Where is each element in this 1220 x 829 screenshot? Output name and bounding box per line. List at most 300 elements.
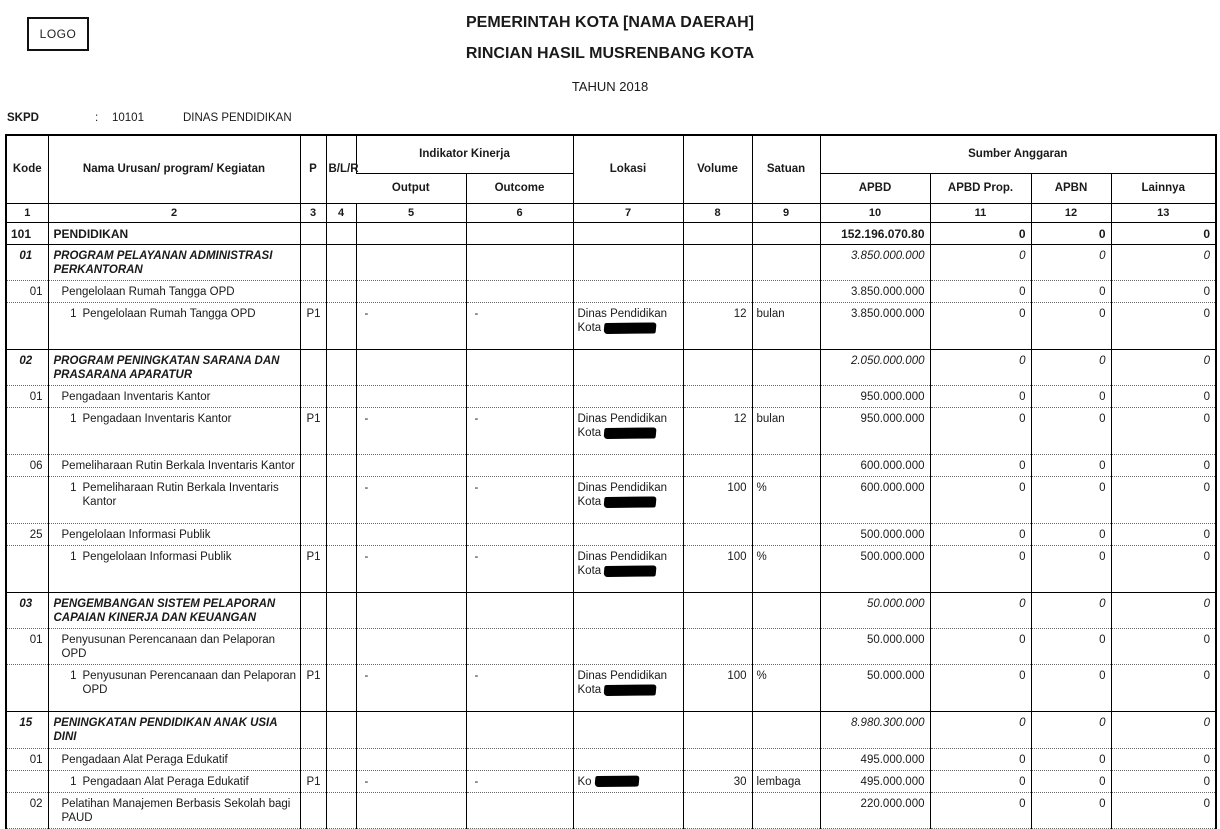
cell-blr: [326, 712, 356, 748]
detail-number: 1: [70, 670, 77, 683]
cell-blr: [326, 748, 356, 770]
cell-blr: [326, 593, 356, 629]
table-row: [6, 629, 1216, 665]
cell-p: [300, 712, 326, 748]
cell-outcome: -: [466, 477, 573, 524]
cell-outcome: [466, 524, 573, 546]
cell-lokasi: [573, 245, 683, 281]
cell-apbd: 950.000.000: [820, 386, 930, 408]
cell-satuan: [752, 748, 820, 770]
cell-nama: PENGEMBANGAN SISTEM PELAPORAN CAPAIAN KINERJA DAN KEUANGAN: [48, 593, 300, 629]
cell-apbd: 600.000.000: [820, 477, 930, 524]
cell-apbn: 0: [1031, 477, 1111, 524]
cell-output: [356, 629, 466, 665]
cell-satuan: lembaga: [752, 770, 820, 792]
cell-kode: 01: [6, 281, 48, 303]
cell-output: [356, 245, 466, 281]
title-government: PEMERINTAH KOTA [NAMA DAERAH]: [466, 14, 754, 31]
cell-volume: [683, 245, 752, 281]
cell-output: -: [356, 477, 466, 524]
table-row: [6, 245, 1216, 281]
cell-lokasi: [573, 629, 683, 665]
cell-p: [300, 245, 326, 281]
col-header-kode: Kode: [6, 135, 48, 203]
lokasi-line: Kota: [577, 322, 602, 335]
cell-outcome: [466, 386, 573, 408]
cell-nama: Pengadaan Alat Peraga Edukatif: [48, 748, 300, 770]
col-header-nama: Nama Urusan/ program/ Kegiatan: [48, 135, 300, 203]
cell-p: [300, 524, 326, 546]
cell-lainnya: 0: [1111, 712, 1216, 748]
col-header-apbd: APBD: [820, 173, 930, 203]
cell-apbd: 600.000.000: [820, 455, 930, 477]
col-group-indikator-kinerja: Indikator Kinerja: [356, 135, 573, 173]
cell-kode: 101: [6, 222, 48, 245]
cell-output: -: [356, 665, 466, 712]
cell-nama: [48, 665, 300, 712]
table-row: [6, 350, 1216, 386]
lokasi-line: Dinas Pendidikan: [577, 670, 668, 683]
cell-nama: [48, 770, 300, 792]
cell-satuan: [752, 712, 820, 748]
cell-lokasi: [573, 477, 683, 524]
col-group-sumber-anggaran: Sumber Anggaran: [820, 135, 1216, 173]
table-row: [6, 546, 1216, 593]
musrenbang-table: [5, 134, 1217, 829]
cell-nama: PROGRAM PELAYANAN ADMINISTRASI PERKANTORAN: [48, 245, 300, 281]
cell-output: [356, 222, 466, 245]
table-row: [6, 712, 1216, 748]
detail-number: 1: [70, 775, 77, 788]
cell-apbd-prop: 0: [930, 748, 1031, 770]
cell-nama: PENDIDIKAN: [48, 222, 300, 245]
cell-lokasi: [573, 455, 683, 477]
detail-number: 1: [70, 551, 77, 564]
detail-name: [54, 669, 297, 697]
redaction-mark: [604, 427, 657, 439]
redaction-mark: [604, 684, 657, 696]
col-number: 11: [930, 203, 1031, 222]
detail-name-text: Pengadaan Alat Peraga Edukatif: [82, 775, 249, 788]
cell-apbn: 0: [1031, 303, 1111, 350]
cell-output: [356, 792, 466, 828]
cell-p: P1: [300, 770, 326, 792]
cell-blr: [326, 524, 356, 546]
cell-nama: Pengelolaan Rumah Tangga OPD: [48, 281, 300, 303]
table-row: [6, 593, 1216, 629]
cell-apbd: 50.000.000: [820, 629, 930, 665]
table-row: [6, 792, 1216, 828]
table-header: [6, 135, 1216, 222]
cell-output: [356, 593, 466, 629]
table-row: [6, 665, 1216, 712]
cell-apbd: 950.000.000: [820, 408, 930, 455]
cell-volume: 12: [683, 303, 752, 350]
cell-apbd: 3.850.000.000: [820, 245, 930, 281]
cell-apbn: 0: [1031, 712, 1111, 748]
cell-satuan: [752, 593, 820, 629]
col-header-blr: B/L/R: [326, 135, 356, 203]
cell-blr: [326, 665, 356, 712]
cell-lokasi: [573, 408, 683, 455]
cell-apbd: 50.000.000: [820, 665, 930, 712]
title-year: TAHUN 2018: [571, 79, 649, 94]
detail-name: [54, 481, 297, 509]
cell-apbd-prop: 0: [930, 593, 1031, 629]
cell-apbn: 0: [1031, 665, 1111, 712]
cell-apbd: 152.196.070.80: [820, 222, 930, 245]
column-number-row: [6, 203, 1216, 222]
cell-lainnya: 0: [1111, 386, 1216, 408]
cell-satuan: bulan: [752, 408, 820, 455]
table-row: [6, 524, 1216, 546]
cell-lokasi: [573, 281, 683, 303]
cell-apbd: 220.000.000: [820, 792, 930, 828]
cell-satuan: [752, 792, 820, 828]
cell-volume: 100: [683, 665, 752, 712]
cell-output: -: [356, 770, 466, 792]
cell-apbd: 2.050.000.000: [820, 350, 930, 386]
cell-output: [356, 281, 466, 303]
cell-kode: 15: [6, 712, 48, 748]
cell-kode: 06: [6, 455, 48, 477]
cell-outcome: [466, 350, 573, 386]
skpd-line: [7, 112, 607, 128]
cell-output: [356, 455, 466, 477]
cell-lokasi: [573, 792, 683, 828]
cell-outcome: [466, 455, 573, 477]
cell-nama: [48, 546, 300, 593]
cell-nama: [48, 477, 300, 524]
cell-nama: Pengadaan Inventaris Kantor: [48, 386, 300, 408]
cell-satuan: [752, 350, 820, 386]
cell-blr: [326, 770, 356, 792]
cell-lainnya: 0: [1111, 593, 1216, 629]
cell-lainnya: 0: [1111, 281, 1216, 303]
lokasi-line: Kota: [577, 427, 602, 440]
skpd-label: SKPD: [7, 112, 39, 124]
col-header-output: Output: [356, 173, 466, 203]
cell-p: P1: [300, 546, 326, 593]
col-header-apbd-prop: APBD Prop.: [930, 173, 1031, 203]
col-number: 5: [356, 203, 466, 222]
lokasi-line: Dinas Pendidikan: [577, 551, 668, 564]
cell-kode: [6, 770, 48, 792]
cell-blr: [326, 455, 356, 477]
cell-lainnya: 0: [1111, 546, 1216, 593]
cell-apbn: 0: [1031, 281, 1111, 303]
cell-apbd: 50.000.000: [820, 593, 930, 629]
cell-apbd-prop: 0: [930, 629, 1031, 665]
cell-volume: [683, 712, 752, 748]
table-row: [6, 770, 1216, 792]
detail-name-text: Pengelolaan Informasi Publik: [82, 551, 232, 564]
logo-label: LOGO: [39, 27, 77, 41]
cell-lainnya: 0: [1111, 665, 1216, 712]
cell-volume: [683, 593, 752, 629]
cell-volume: [683, 350, 752, 386]
cell-apbd: 500.000.000: [820, 546, 930, 593]
cell-kode: [6, 665, 48, 712]
cell-nama: Penyusunan Perencanaan dan Pelaporan OPD: [48, 629, 300, 665]
cell-lainnya: 0: [1111, 524, 1216, 546]
lokasi-line: Ko: [577, 775, 592, 788]
cell-apbn: 0: [1031, 350, 1111, 386]
cell-apbn: 0: [1031, 222, 1111, 245]
cell-output: [356, 350, 466, 386]
table-row: [6, 281, 1216, 303]
cell-kode: [6, 303, 48, 350]
cell-output: -: [356, 546, 466, 593]
document-header: [0, 14, 1220, 94]
cell-p: [300, 477, 326, 524]
cell-volume: 30: [683, 770, 752, 792]
cell-satuan: %: [752, 546, 820, 593]
cell-satuan: %: [752, 477, 820, 524]
skpd-colon: :: [95, 112, 99, 124]
cell-apbd-prop: 0: [930, 386, 1031, 408]
cell-p: [300, 748, 326, 770]
cell-lokasi: [573, 712, 683, 748]
redaction-mark: [604, 565, 657, 577]
cell-apbd-prop: 0: [930, 281, 1031, 303]
cell-volume: [683, 386, 752, 408]
cell-kode: 02: [6, 350, 48, 386]
table-row: [6, 477, 1216, 524]
detail-name-text: Pengelolaan Rumah Tangga OPD: [82, 308, 256, 321]
col-header-volume: Volume: [683, 135, 752, 203]
cell-volume: [683, 748, 752, 770]
cell-p: P1: [300, 408, 326, 455]
cell-lainnya: 0: [1111, 408, 1216, 455]
lokasi-line: Kota: [577, 496, 602, 509]
cell-output: [356, 748, 466, 770]
cell-blr: [326, 546, 356, 593]
cell-apbd-prop: 0: [930, 408, 1031, 455]
detail-name: [54, 550, 297, 564]
cell-apbd-prop: 0: [930, 546, 1031, 593]
lokasi-line: Dinas Pendidikan: [577, 413, 668, 426]
cell-p: [300, 792, 326, 828]
col-number: 12: [1031, 203, 1111, 222]
cell-apbn: 0: [1031, 629, 1111, 665]
col-header-satuan: Satuan: [752, 135, 820, 203]
col-header-lokasi: Lokasi: [573, 135, 683, 203]
cell-outcome: [466, 281, 573, 303]
detail-number: 1: [70, 413, 77, 426]
cell-volume: [683, 629, 752, 665]
cell-blr: [326, 222, 356, 245]
col-number: 9: [752, 203, 820, 222]
cell-apbd-prop: 0: [930, 524, 1031, 546]
cell-p: [300, 455, 326, 477]
cell-blr: [326, 245, 356, 281]
table-row: [6, 386, 1216, 408]
cell-outcome: [466, 245, 573, 281]
cell-apbn: 0: [1031, 524, 1111, 546]
cell-volume: 12: [683, 408, 752, 455]
cell-lainnya: 0: [1111, 792, 1216, 828]
detail-name: [54, 775, 297, 789]
cell-lainnya: 0: [1111, 770, 1216, 792]
cell-nama: [48, 408, 300, 455]
cell-lainnya: 0: [1111, 455, 1216, 477]
cell-apbd-prop: 0: [930, 303, 1031, 350]
cell-satuan: %: [752, 665, 820, 712]
cell-apbd-prop: 0: [930, 770, 1031, 792]
cell-apbn: 0: [1031, 455, 1111, 477]
table-row: [6, 455, 1216, 477]
cell-volume: [683, 222, 752, 245]
cell-apbn: 0: [1031, 792, 1111, 828]
cell-apbd-prop: 0: [930, 792, 1031, 828]
col-number: 4: [326, 203, 356, 222]
cell-apbd: 3.850.000.000: [820, 303, 930, 350]
cell-p: [300, 593, 326, 629]
cell-nama: PROGRAM PENINGKATAN SARANA DAN PRASARANA APARATUR: [48, 350, 300, 386]
col-header-apbn: APBN: [1031, 173, 1111, 203]
cell-lokasi: [573, 748, 683, 770]
cell-blr: [326, 281, 356, 303]
cell-apbd-prop: 0: [930, 665, 1031, 712]
cell-lokasi: [573, 350, 683, 386]
col-number: 8: [683, 203, 752, 222]
cell-lokasi: [573, 303, 683, 350]
cell-nama: PENINGKATAN PENDIDIKAN ANAK USIA DINI: [48, 712, 300, 748]
table-row: [6, 748, 1216, 770]
cell-volume: [683, 281, 752, 303]
cell-kode: 01: [6, 629, 48, 665]
cell-kode: [6, 477, 48, 524]
cell-outcome: -: [466, 665, 573, 712]
cell-kode: 02: [6, 792, 48, 828]
cell-p: [300, 386, 326, 408]
cell-apbd-prop: 0: [930, 712, 1031, 748]
cell-nama: Pengelolaan Informasi Publik: [48, 524, 300, 546]
cell-p: P1: [300, 665, 326, 712]
cell-outcome: [466, 629, 573, 665]
cell-apbd-prop: 0: [930, 222, 1031, 245]
cell-lainnya: 0: [1111, 629, 1216, 665]
col-number: 10: [820, 203, 930, 222]
cell-lokasi: [573, 593, 683, 629]
skpd-name: DINAS PENDIDIKAN: [183, 112, 292, 124]
cell-outcome: -: [466, 303, 573, 350]
col-header-lainnya: Lainnya: [1111, 173, 1216, 203]
cell-apbn: 0: [1031, 245, 1111, 281]
redaction-mark: [604, 496, 657, 508]
cell-lokasi: [573, 665, 683, 712]
table-row: [6, 303, 1216, 350]
cell-blr: [326, 386, 356, 408]
cell-blr: [326, 629, 356, 665]
cell-lokasi: [573, 770, 683, 792]
cell-lokasi: [573, 524, 683, 546]
cell-apbd-prop: 0: [930, 350, 1031, 386]
cell-output: -: [356, 408, 466, 455]
cell-satuan: [752, 222, 820, 245]
cell-kode: 03: [6, 593, 48, 629]
cell-lainnya: 0: [1111, 303, 1216, 350]
cell-satuan: bulan: [752, 303, 820, 350]
cell-volume: [683, 792, 752, 828]
title-document: RINCIAN HASIL MUSRENBANG KOTA: [465, 45, 755, 62]
detail-name-text: Penyusunan Perencanaan dan Pelaporan OPD: [82, 670, 297, 697]
cell-apbn: 0: [1031, 386, 1111, 408]
detail-name-text: Pemeliharaan Rutin Berkala Inventaris Kantor: [82, 482, 279, 509]
cell-satuan: [752, 455, 820, 477]
cell-outcome: -: [466, 546, 573, 593]
cell-outcome: -: [466, 770, 573, 792]
cell-blr: [326, 477, 356, 524]
cell-output: [356, 524, 466, 546]
cell-output: -: [356, 303, 466, 350]
cell-apbn: 0: [1031, 546, 1111, 593]
cell-satuan: [752, 386, 820, 408]
cell-lainnya: 0: [1111, 748, 1216, 770]
col-number: 6: [466, 203, 573, 222]
detail-name: [54, 412, 297, 426]
cell-volume: [683, 455, 752, 477]
cell-satuan: [752, 281, 820, 303]
skpd-code: 10101: [112, 112, 144, 124]
cell-apbd: 3.850.000.000: [820, 281, 930, 303]
redaction-mark: [594, 776, 639, 787]
cell-apbd: 495.000.000: [820, 748, 930, 770]
table-body: [6, 222, 1216, 828]
cell-lokasi: [573, 386, 683, 408]
lokasi-line: Kota: [577, 565, 602, 578]
cell-outcome: -: [466, 408, 573, 455]
cell-volume: [683, 524, 752, 546]
detail-name: [54, 307, 297, 321]
cell-kode: 01: [6, 748, 48, 770]
cell-volume: 100: [683, 546, 752, 593]
cell-apbn: 0: [1031, 748, 1111, 770]
col-number: 2: [48, 203, 300, 222]
cell-apbd: 500.000.000: [820, 524, 930, 546]
cell-outcome: [466, 222, 573, 245]
cell-outcome: [466, 712, 573, 748]
cell-apbd-prop: 0: [930, 477, 1031, 524]
cell-lokasi: [573, 222, 683, 245]
cell-satuan: [752, 629, 820, 665]
cell-p: P1: [300, 303, 326, 350]
cell-outcome: [466, 792, 573, 828]
col-number: 7: [573, 203, 683, 222]
cell-blr: [326, 792, 356, 828]
cell-nama: Pelatihan Manajemen Berbasis Sekolah bagi PAUD: [48, 792, 300, 828]
cell-apbn: 0: [1031, 593, 1111, 629]
col-header-p: P: [300, 135, 326, 203]
cell-nama: [48, 303, 300, 350]
cell-p: [300, 629, 326, 665]
col-header-outcome: Outcome: [466, 173, 573, 203]
cell-blr: [326, 303, 356, 350]
col-number: 13: [1111, 203, 1216, 222]
cell-lokasi: [573, 546, 683, 593]
cell-lainnya: 0: [1111, 245, 1216, 281]
cell-apbn: 0: [1031, 770, 1111, 792]
cell-blr: [326, 350, 356, 386]
detail-number: 1: [70, 308, 77, 321]
lokasi-line: Kota: [577, 684, 602, 697]
cell-outcome: [466, 593, 573, 629]
cell-outcome: [466, 748, 573, 770]
cell-apbd-prop: 0: [930, 455, 1031, 477]
col-number: 3: [300, 203, 326, 222]
cell-kode: 25: [6, 524, 48, 546]
